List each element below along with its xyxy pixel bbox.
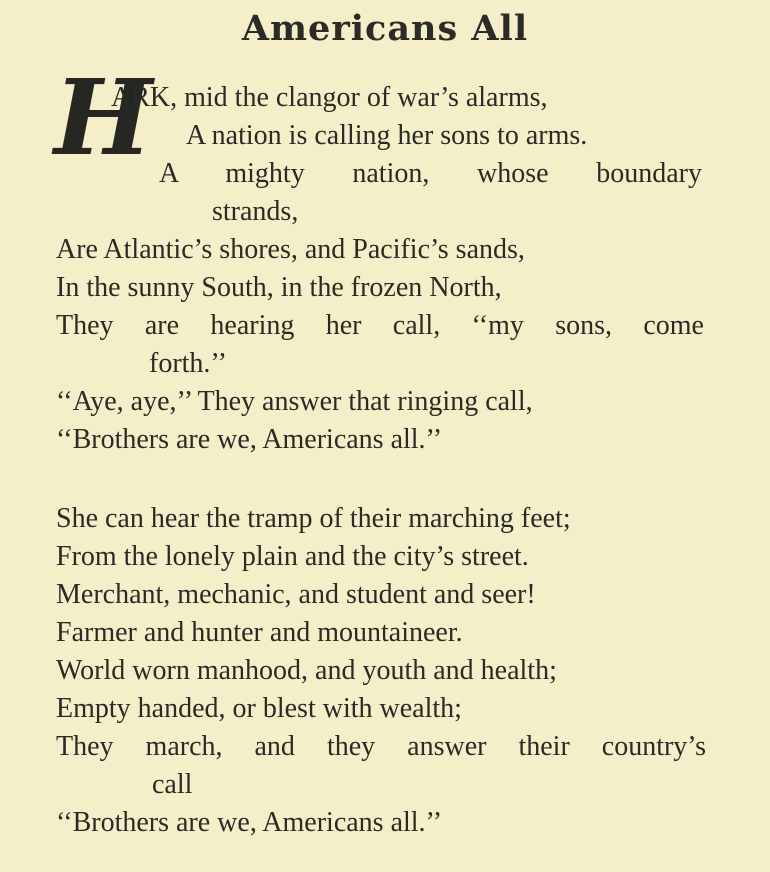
stanza1-line-7: They are hearing her call, ‘‘my sons, come <box>56 310 704 341</box>
stanza2-line-3: Merchant, mechanic, and student and seer! <box>56 579 536 610</box>
stanza2-line-4: Farmer and hunter and mountaineer. <box>56 617 463 648</box>
stanza1-line-10: ‘‘Brothers are we, Americans all.’’ <box>56 424 443 455</box>
drop-cap: H <box>54 56 153 179</box>
stanza2-line-9: ‘‘Brothers are we, Americans all.’’ <box>56 807 443 838</box>
stanza1-line-8: forth.’’ <box>149 348 227 379</box>
stanza1-line-3: A mighty nation, whose boundary <box>159 158 702 189</box>
stanza1-line-9: ‘‘Aye, aye,’’ They answer that ringing call, <box>56 386 533 417</box>
stanza1-line-5: Are Atlantic’s shores, and Pacific’s sands, <box>56 234 525 265</box>
stanza1-line-6: In the sunny South, in the frozen North, <box>56 272 502 303</box>
stanza1-line-1: ARK, mid the clangor of war’s alarms, <box>111 82 548 113</box>
stanza2-line-5: World worn manhood, and youth and health; <box>56 655 557 686</box>
stanza2-line-2: From the lonely plain and the city’s street. <box>56 541 529 572</box>
stanza2-line-6: Empty handed, or blest with wealth; <box>56 693 462 724</box>
stanza1-line-2: A nation is calling her sons to arms. <box>186 120 588 151</box>
stanza2-line-1: She can hear the tramp of their marching feet; <box>56 503 571 534</box>
stanza2-line-7: They march, and they answer their country’s <box>56 731 706 762</box>
poem-title: Americans All <box>241 8 529 49</box>
stanza2-line-8: call <box>152 769 193 800</box>
stanza1-line-4: strands, <box>212 196 299 227</box>
